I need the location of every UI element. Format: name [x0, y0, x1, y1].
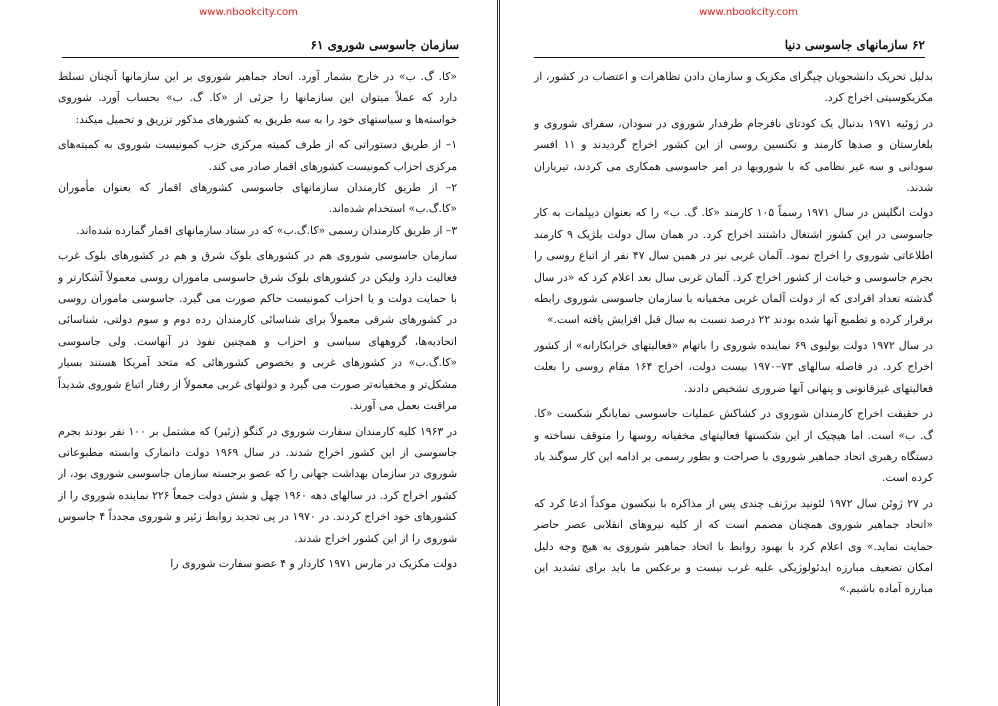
- page-body: [58, 66, 457, 706]
- site-watermark[interactable]: www.nbookcity.com: [199, 7, 298, 18]
- page-header: ۶۲ سازمانهای جاسوسی دنیا: [534, 38, 925, 58]
- paragraph: بدلیل تحریک دانشجویان چپگرای مکزیک و سازمان دادن تظاهرات و اعتصاب در کشور، از مکزیکوسیتی اخراج کرد.: [534, 70, 933, 105]
- paragraph: در ۱۹۶۳ کلیه کارمندان سفارت شوروی در کنگو (زئیر) که مشتمل بر ۱۰۰ نفر بودند بجرم جاسوسی از این کشور اخراج شدند. در سال ۱۹۶۹ دولت دانمارک وابسته مطبوعاتی شوروی در سازمان بهداشت جهانی را که عضو برجسته سازمان جاسوسی شوروی بود، از کشور اخراج کرد. در سالهای دهه ۱۹۶۰ چهل و شش دولت جمعاً ۲۲۶ نماینده شوروی را از کشورهای خود اخراج کردند. در ۱۹۷۰ در پی تجدید روابط زئیر و شوروی مجدداً ۴ جاسوس شوروی را از این کشور اخراج شدند.: [58, 424, 457, 545]
- list-item: ۲– از طریق کارمندان سازمانهای جاسوسی کشورهای اقمار که بعنوان مأموران «کا.گ.ب» استخدام شده‌اند.: [58, 181, 457, 216]
- list-item: ۱– از طریق دستوراتی که از طرف کمیته مرکزی حزب کمونیست شوروی به کمیته‌های مرکزی احزاب کمونیست کشورهای اقمار صادر می کند.: [58, 138, 457, 173]
- page-body: [534, 66, 933, 706]
- site-watermark[interactable]: www.nbookcity.com: [699, 7, 798, 18]
- paragraph: در حقیقت اخراج کارمندان شوروی در کشاکش عملیات جاسوسی نمایانگر شکست «کا. گ. ب» است. اما هیچیک از این شکستها فعالیتهای مخفیانه روسها را متوقف نساخته و دستگاه رهبری اتحاد جماهیر شوروی با صراحت و بطور رسمی بر ادامه این کار سوگند یاد کرده است.: [534, 407, 933, 485]
- left-page: [0, 0, 498, 706]
- paragraph: در سال ۱۹۷۲ دولت بولیوی ۶۹ نماینده شوروی را باتهام «فعالیتهای خرابکارانه» از کشور اخراج کرد. در فاصله سالهای ۷۳–۱۹۷۰ بیست دولت، اخراج ۱۶۴ مقام روسی را بعلت فعالیتهای غیرقانونی و پنهانی آنها ضروری تشخیص دادند.: [534, 338, 933, 395]
- paragraph: در ۲۷ ژوئن سال ۱۹۷۲ لئونید برژنف چندی پس از مذاکره با نیکسون موکداً ادعا کرد که «اتحاد جماهیر شوروی همچنان مصمم است که از کلیه نیروهای انقلابی عصر حاضر حمایت نماید.» وی اعلام کرد با بهبود روابط با اتحاد جماهیر شوروی به هیچ وجه دلیل امکان تضعیف مبارزه ایدئولوژیکی علیه غرب نیست و برعکس ما باید برای تشدید این مبارزه آماده باشیم.»: [534, 496, 933, 596]
- paragraph: سازمان جاسوسی شوروی هم در کشورهای بلوک شرق و هم در کشورهای بلوک غرب فعالیت دارد ولیکن در کشورهای بلوک شرق جاسوسی ماموران روسی معمولاً آشکارتر و با حمایت دولت و یا احزاب کمونیست حاکم صورت می گیرد. جاسوسی ماموران روسی در کشورهای شرقی معمولاً برای شناسائی کارمندان رده دوم و سوم دولتی، شناسائی اتحادیه‌ها، گروههای سیاسی و احزاب و همچنین نفوذ در آنهاست. ولی جاسوسی «کا.گ.ب» در کشورهای غربی و بخصوص کشورهائی که متحد آمریکا هستند بسیار مشکل‌تر و مخفیانه‌تر صورت می گیرد و دولتهای غربی معمولاً از رفتار اتباع شوروی شدیداً مراقبت بعمل می آورند.: [58, 249, 457, 413]
- paragraph: دولت مکزیک در مارس ۱۹۷۱ کاردار و ۴ عضو سفارت شوروی را: [170, 556, 457, 570]
- list-item: ۳– از طریق کارمندان رسمی «کا.گ.ب» که در ستاد سازمانهای اقمار گمارده شده‌اند.: [76, 223, 457, 237]
- paragraph: «کا. گ. ب» در خارج بشمار آورد. اتحاد جماهیر شوروی بر این سازمانها آنچنان تسلط دارد که عملاً میتوان این سازمانها را جزئی از «کا. گ. ب» بحساب آورد. شوروی خواسته‌ها و سیاستهای خود را به سه طریق به کشورهای مذکور تزریق و تحمیل میکند:: [58, 70, 457, 126]
- page-header: سازمان جاسوسی شوروی ۶۱: [62, 38, 459, 58]
- paragraph: دولت انگلیس در سال ۱۹۷۱ رسماً ۱۰۵ کارمند «کا. گ. ب» را که بعنوان دیپلمات به کار جاسوسی در این کشور اشتغال داشتند اخراج کرد. در همان سال دولت بلژیک ۹ کارمند اطلاعاتی شوروی را اخراج نمود. آلمان غربی نیز در همین سال ۴۷ نفر از اتباع روسی را بجرم جاسوسی و خیانت از کشور اخراج کرد. آلمان غربی سال بعد اعلام کرد که «در سال گذشته تعداد افرادی که از دولت آلمان غربی مخفیانه با سازمان جاسوسی شوروی رابطه برقرار کرده و تطمیع آنها شده بودند ۲۲ درصد نسبت به سال قبل افزایش یافته است.»: [534, 206, 933, 327]
- right-page: [499, 0, 997, 706]
- paragraph: در ژوئیه ۱۹۷۱ بدنبال یک کودتای نافرجام طرفدار شوروی در سودان، سفرای شوروی و بلغارستان و صدها کارمند و تکنسین روسی از این کشور اخراج گردیدند و ۱۱ افسر سودانی و سه غیر نظامی که با شورویها در امر جاسوسی همکاری می کردند، تیرباران شدند.: [534, 116, 933, 195]
